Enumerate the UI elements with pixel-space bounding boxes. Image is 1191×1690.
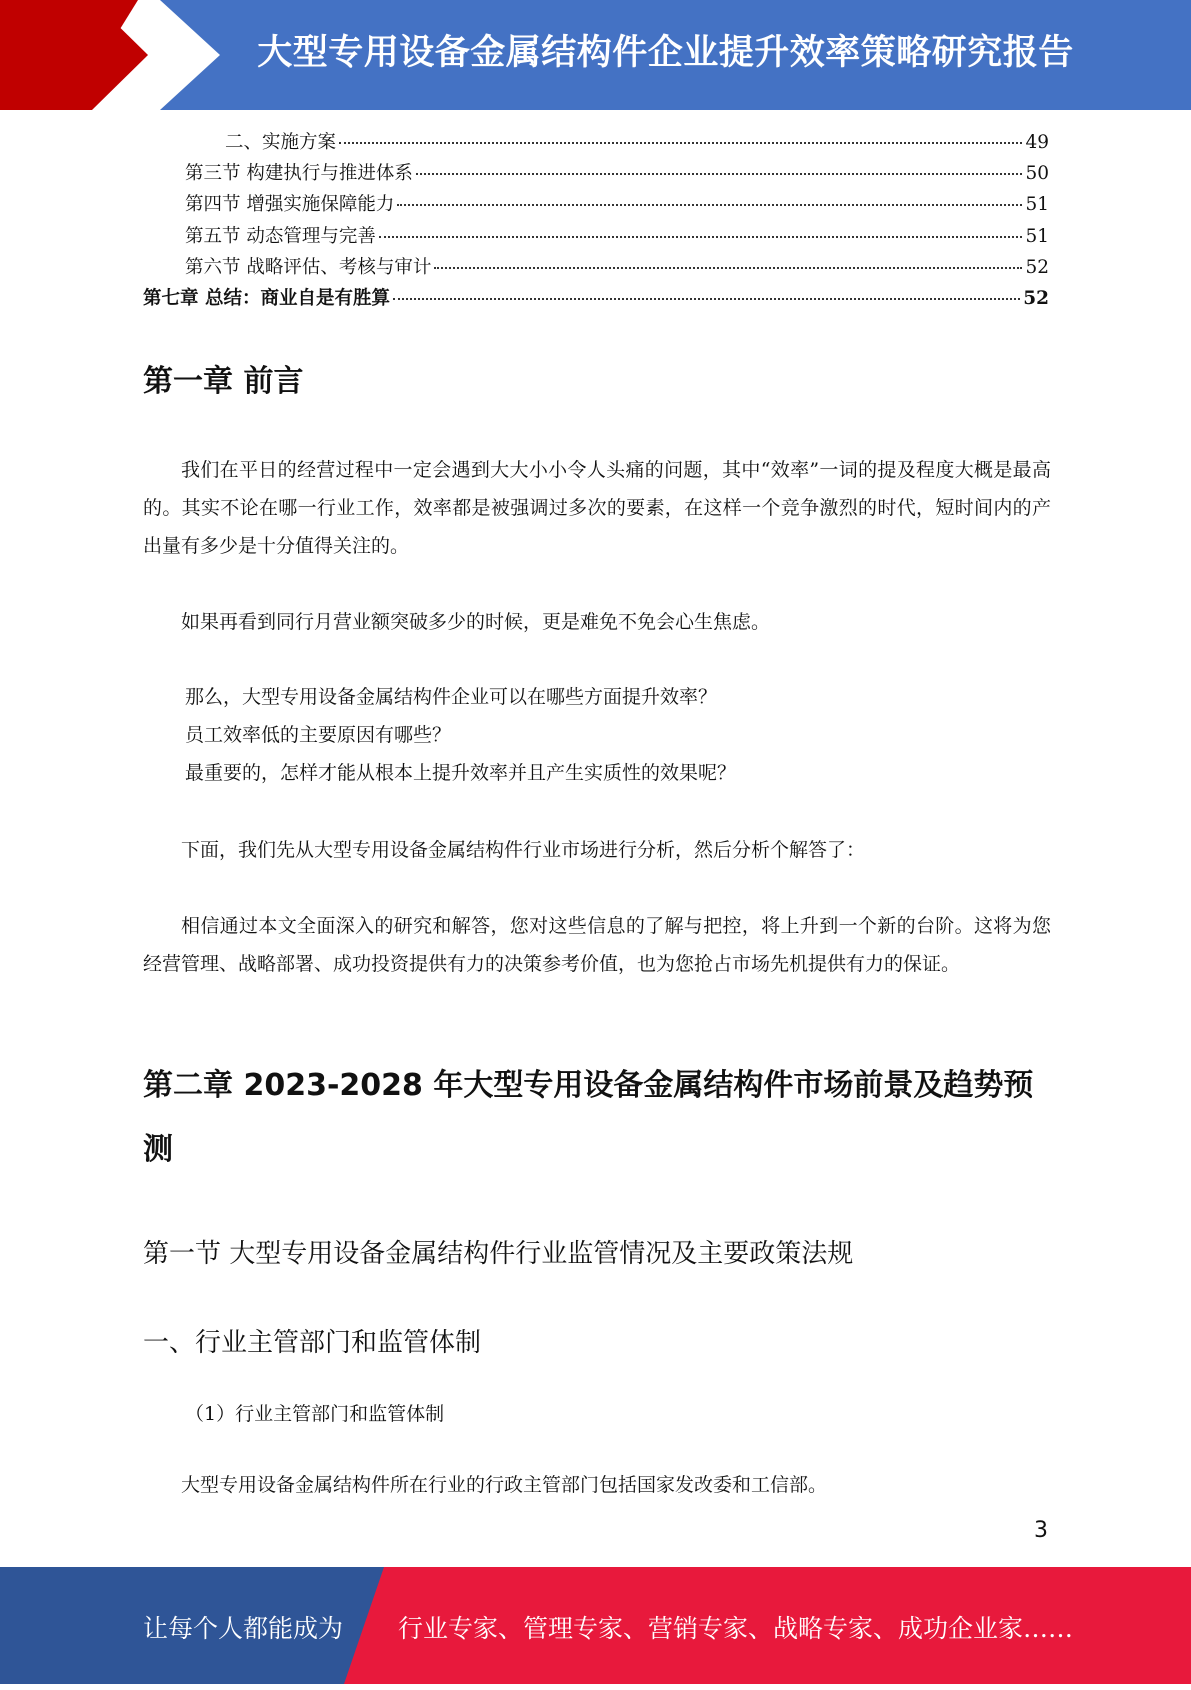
toc-entry[interactable] [143,222,1049,253]
toc-entry[interactable] [143,253,1049,284]
toc-page: 50 [1025,163,1049,185]
toc-page: 52 [1025,256,1049,278]
chapter2-title: 第二章 2023-2028 年大型专用设备金属结构件市场前景及趋势预测 [143,1068,1034,1167]
toc-entry[interactable] [143,190,1049,221]
toc-leader [339,142,1022,144]
footer-slogan-right: 行业专家、管理专家、营销专家、战略专家、成功企业家…… [398,1614,1074,1643]
toc-label: 第七章 总结：商业自是有胜算 [143,287,390,309]
toc-page: 52 [1023,287,1049,309]
chapter1-question: 最重要的，怎样才能从根本上提升效率并且产生实质性的效果呢？ [185,762,737,784]
table-of-contents [143,128,1049,315]
chapter2-paragraph: 大型专用设备金属结构件所在行业的行政主管部门包括国家发改委和工信部。 [181,1474,828,1496]
list-item-heading: （1）行业主管部门和监管体制 [185,1403,445,1425]
chapter1-paragraph: 相信通过本文全面深入的研究和解答，您对这些信息的了解与把控，将上升到一个新的台阶。这将为您经营管理、战略部署、成功投资提供有力的决策参考价值，也为您抢占市场先机提供有力的保证。 [143,915,1051,975]
toc-entry[interactable] [143,128,1049,159]
page-header [0,0,1191,110]
page-number: 3 [1034,1518,1048,1543]
toc-label: 第六节 战略评估、考核与审计 [185,256,432,278]
toc-page: 51 [1025,225,1049,247]
chapter1-paragraph: 我们在平日的经营过程中一定会遇到大大小小令人头痛的问题，其中“效率”一词的提及程度大概是最高的。其实不论在哪一行业工作，效率都是被强调过多次的要素，在这样一个竞争激烈的时代，短时间内的产出量有多少是十分值得关注的。 [143,459,1051,557]
toc-label: 二、实施方案 [225,132,337,153]
chapter1-question: 那么，大型专用设备金属结构件企业可以在哪些方面提升效率？ [185,686,718,708]
chapter1-title: 第一章 前言 [143,364,304,399]
footer-slogan-left: 让每个人都能成为 [143,1614,344,1643]
toc-leader [393,298,1020,300]
page-footer [0,1567,1191,1684]
toc-leader [397,204,1022,206]
toc-entry[interactable] [143,284,1049,315]
chapter1-paragraph: 如果再看到同行月营业额突破多少的时候，更是难免不免会心生焦虑。 [181,611,771,633]
toc-leader [416,173,1023,175]
toc-label: 第四节 增强实施保障能力 [185,194,395,216]
section-heading: 第一节 大型专用设备金属结构件行业监管情况及主要政策法规 [143,1239,854,1269]
toc-leader [379,236,1023,238]
toc-leader [434,267,1022,269]
chapter1-question: 员工效率低的主要原因有哪些？ [185,724,452,746]
chapter1-paragraph: 下面，我们先从大型专用设备金属结构件行业市场进行分析，然后分析个解答了： [181,839,866,861]
toc-entry[interactable] [143,159,1049,190]
toc-page: 49 [1025,132,1049,153]
toc-label: 第三节 构建执行与推进体系 [185,163,413,185]
subsection-heading: 一、行业主管部门和监管体制 [143,1328,482,1358]
toc-page: 51 [1025,194,1049,216]
report-title: 大型专用设备金属结构件企业提升效率策略研究报告 [257,33,1074,73]
toc-label: 第五节 动态管理与完善 [185,225,376,247]
